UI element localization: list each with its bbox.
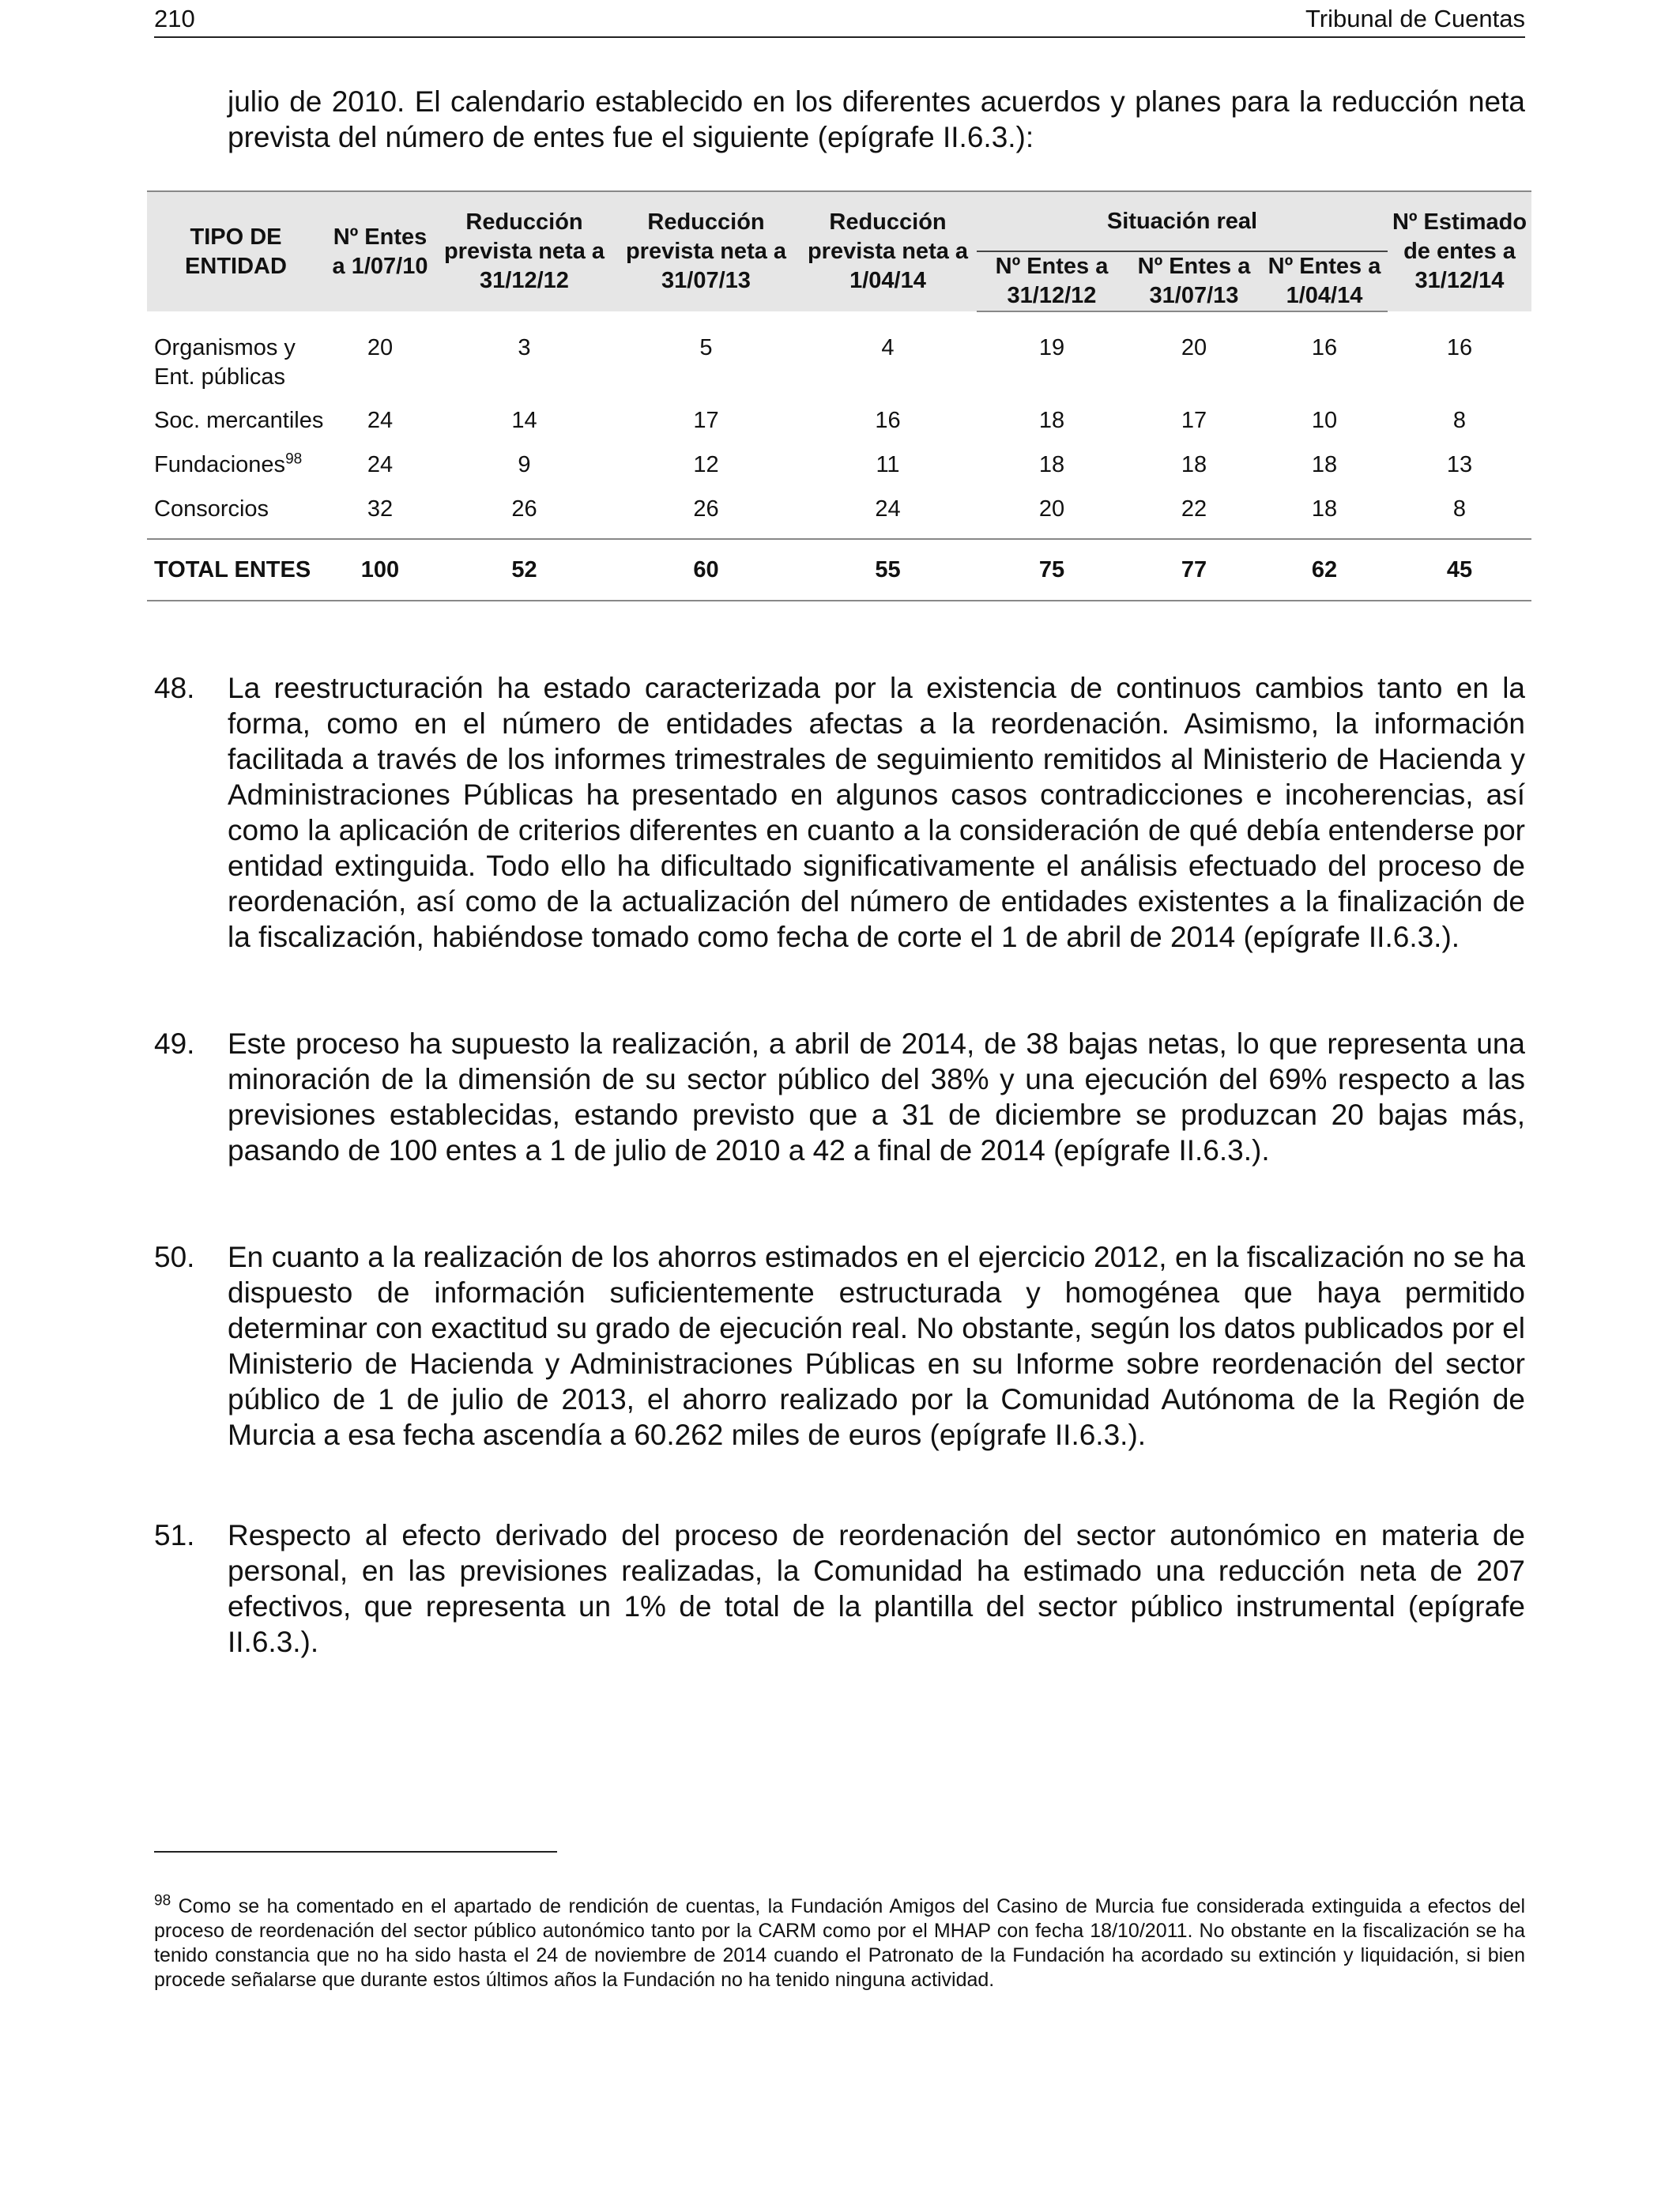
row-label: Soc. mercantiles	[154, 408, 324, 433]
cell: 22	[1181, 496, 1207, 522]
cell: 3	[518, 335, 531, 360]
header-real-2014: Nº Entes a 1/04/14	[1261, 251, 1388, 311]
footnote-separator	[154, 1851, 557, 1853]
cell: 16	[1311, 335, 1338, 360]
paragraph-number: 49.	[154, 1027, 195, 1060]
cell: 14	[511, 408, 537, 433]
total-cell: 100	[325, 539, 435, 601]
header-estimado-2014: Nº Estimado de entes a 31/12/14	[1388, 191, 1531, 311]
paragraph-number: 48.	[154, 672, 195, 704]
total-cell: 45	[1388, 539, 1531, 601]
cell: 20	[367, 335, 394, 360]
cell: 26	[693, 496, 719, 522]
footnote-98	[154, 1894, 1525, 1992]
page-number: 210	[154, 5, 195, 32]
cell: 17	[693, 408, 719, 433]
cell: 5	[699, 335, 713, 360]
paragraph-51	[154, 1517, 1525, 1660]
paragraph-48	[154, 670, 1525, 955]
paragraph-49	[154, 1026, 1525, 1168]
header-reduccion-2012: Reducción prevista neta a 31/12/12	[435, 191, 613, 311]
cell: 13	[1446, 452, 1473, 477]
row-label: Organismos y Ent. públicas	[154, 335, 296, 390]
cell: 8	[1452, 408, 1467, 433]
cell: 11	[876, 452, 900, 477]
header-reduccion-2014: Reducción prevista neta a 1/04/14	[799, 191, 977, 311]
header-entes-inicial: Nº Entes a 1/07/10	[325, 191, 435, 311]
paragraph-50	[154, 1239, 1525, 1453]
footnote-ref: 98	[285, 450, 303, 468]
header-reduccion-2013: Reducción prevista neta a 31/07/13	[613, 191, 799, 311]
paragraph-text: Este proceso ha supuesto la realización, a abril de 2014, de 38 bajas netas, lo que representa una minoración de la dimensión de su sector público del 38% y una ejecución del 69% respecto a las previsiones establecidas, estando previsto que a 31 de diciembre se produzcan 20 bajas más, pasando de 100 entes a 1 de julio de 2010 a 42 a final de 2014 (epígrafe II.6.3.).	[228, 1027, 1525, 1167]
header-real-2013: Nº Entes a 31/07/13	[1127, 251, 1261, 311]
total-row	[147, 539, 1531, 601]
total-label: TOTAL ENTES	[147, 539, 325, 601]
paragraph-text: Respecto al efecto derivado del proceso de reordenación del sector autonómico en materia de personal, en las previsiones realizadas, la Comunidad ha estimado una reducción neta de 207 efectivos, que representa un 1% de total de la plantilla del sector público instrumental (epígrafe II.6.3.).	[228, 1519, 1525, 1658]
cell: 4	[881, 335, 895, 360]
row-label: Fundaciones$^{98}$	[154, 450, 303, 477]
footnote-text: Como se ha comentado en el apartado de rendición de cuentas, la Fundación Amigos del Casino de Murcia fue considerada extinguida a efectos del proceso de reordenación del sector público autonómico tanto por la CARM como por el MHAP con fecha 18/10/2011. No obstante en la fiscalización se ha tenido constancia que no ha sido hasta el 24 de noviembre de 2014 cuando el Patronato de la Fundación ha acordado su extinción y liquidación, si bien procede señalarse que durante estos últimos años la Fundación no ha tenido ninguna actividad.	[154, 1895, 1525, 1991]
cell: 20	[1038, 496, 1065, 522]
cell: 18	[1311, 496, 1338, 522]
cell: 24	[367, 452, 394, 477]
table-row	[147, 495, 1531, 539]
header-situacion-real: Situación real	[977, 191, 1388, 251]
total-cell: 75	[977, 539, 1127, 601]
entities-table	[147, 190, 1531, 601]
header-rule	[154, 36, 1525, 38]
total-cell: 60	[613, 539, 799, 601]
cell: 8	[1452, 496, 1467, 522]
table-row	[147, 334, 1531, 406]
cell: 18	[1038, 408, 1065, 433]
row-label: Consorcios	[154, 496, 269, 522]
cell: 18	[1038, 452, 1065, 477]
cell: 24	[875, 496, 901, 522]
total-cell: 77	[1127, 539, 1261, 601]
table-row	[147, 406, 1531, 450]
cell: 16	[875, 408, 901, 433]
cell: 16	[1446, 335, 1473, 360]
paragraph-text: En cuanto a la realización de los ahorros estimados en el ejercicio 2012, en la fiscalización no se ha dispuesto de información suficientemente estructurada y homogénea que haya permitido determinar con exactitud su grado de ejecución real. No obstante, según los datos publicados por el Ministerio de Hacienda y Administraciones Públicas en su Informe sobre reordenación del sector público de 1 de julio de 2013, el ahorro realizado por la Comunidad Autónoma de la Región de Murcia a esa fecha ascendía a 60.262 miles de euros (epígrafe II.6.3.).	[228, 1241, 1525, 1451]
paragraph-text: La reestructuración ha estado caracterizada por la existencia de continuos cambios tanto en la forma, como en el número de entidades afectas a la reordenación. Asimismo, la información facilitada a través de los informes trimestrales de seguimiento remitidos al Ministerio de Hacienda y Administraciones Públicas ha presentado en algunos casos contradicciones e incoherencias, así como la aplicación de criterios diferentes en cuanto a la consideración de qué debía entenderse por entidad extinguida. Todo ello ha dificultado significativamente el análisis efectuado del proceso de reordenación, así como de la actualización del número de entidades existentes a la finalización de la fiscalización, habiéndose tomado como fecha de corte el 1 de abril de 2014 (epígrafe II.6.3.).	[228, 672, 1525, 953]
total-cell: 62	[1261, 539, 1388, 601]
intro-paragraph: julio de 2010. El calendario establecido en los diferentes acuerdos y planes para la reducción neta prevista del número de entes fue el siguiente (epígrafe II.6.3.):	[228, 85, 1525, 153]
cell: 26	[511, 496, 537, 522]
table-row	[147, 450, 1531, 495]
header-tipo-entidad: TIPO DE ENTIDAD	[147, 191, 325, 311]
cell: 18	[1311, 452, 1338, 477]
cell: 32	[367, 496, 394, 522]
footnote-marker: 98	[154, 1892, 171, 1909]
cell: 10	[1311, 408, 1338, 433]
running-header-title: Tribunal de Cuentas	[1305, 5, 1525, 32]
total-cell: 55	[799, 539, 977, 601]
cell: 18	[1181, 452, 1207, 477]
cell: 9	[518, 452, 531, 477]
paragraph-number: 50.	[154, 1241, 195, 1273]
cell: 17	[1181, 408, 1207, 433]
paragraph-number: 51.	[154, 1519, 195, 1551]
cell: 20	[1181, 335, 1207, 360]
cell: 24	[367, 408, 394, 433]
cell: 19	[1038, 335, 1065, 360]
total-cell: 52	[435, 539, 613, 601]
cell: 12	[693, 452, 719, 477]
header-real-2012: Nº Entes a 31/12/12	[977, 251, 1127, 311]
